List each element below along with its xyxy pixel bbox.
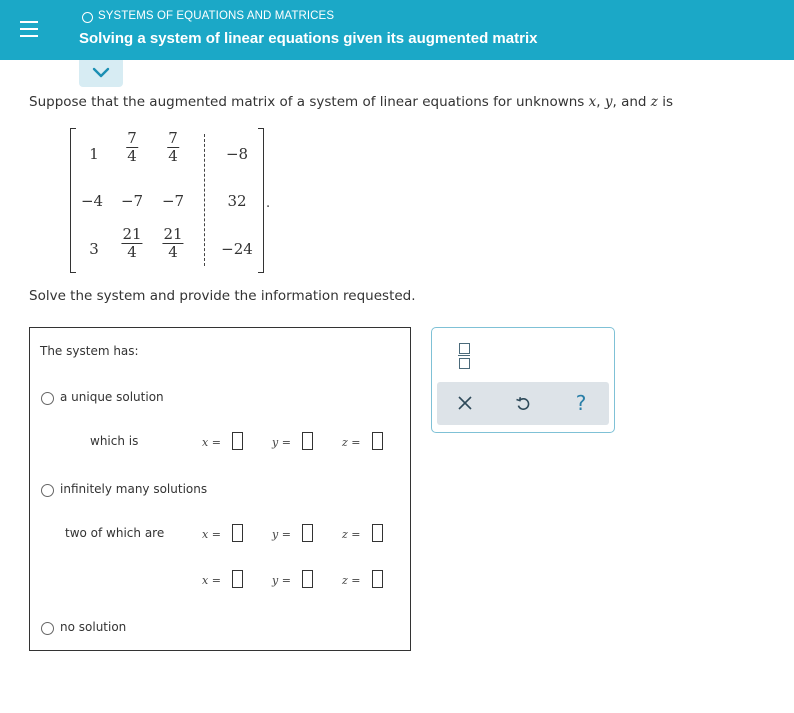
topic-status-icon — [82, 12, 93, 23]
frac-num: 21 — [163, 225, 183, 243]
inf2-y-input[interactable] — [302, 570, 313, 588]
frac-den: 4 — [168, 243, 178, 261]
matrix-left-bracket — [70, 128, 76, 273]
var-x: x — [202, 436, 209, 449]
matrix-cell: 32 — [227, 192, 247, 210]
chevron-down-icon — [92, 67, 110, 79]
equals-sign: = — [211, 436, 221, 449]
prompt-tail: is — [662, 94, 673, 110]
collapse-header-button[interactable] — [79, 60, 123, 87]
matrix-cell — [121, 226, 142, 261]
help-button[interactable] — [561, 382, 601, 425]
menu-icon-line — [20, 35, 38, 37]
eq-label-z — [342, 436, 361, 449]
equals-sign: = — [281, 436, 291, 449]
var-x: x — [202, 528, 209, 541]
augment-divider — [204, 134, 205, 266]
matrix-cell — [126, 130, 138, 165]
var-y: y — [604, 94, 613, 110]
unique-z-input[interactable] — [372, 432, 383, 450]
math-toolbox — [431, 327, 615, 433]
clear-button[interactable] — [445, 382, 485, 425]
radio-no-solution[interactable] — [41, 622, 54, 635]
radio-unique-solution[interactable] — [41, 392, 54, 405]
var-x: x — [588, 94, 597, 110]
var-y: y — [272, 574, 279, 587]
eq-label-x — [202, 528, 221, 541]
fraction-button[interactable] — [458, 343, 470, 369]
radio-infinite-solutions[interactable] — [41, 484, 54, 497]
answer-heading: The system has: — [40, 344, 139, 358]
var-x: x — [202, 574, 209, 587]
var-z: z — [342, 436, 348, 449]
matrix-cell: 1 — [89, 145, 99, 163]
menu-button[interactable] — [0, 0, 58, 60]
matrix-right-bracket — [258, 128, 264, 273]
var-y: y — [272, 528, 279, 541]
page-header — [0, 0, 794, 60]
matrix-cell: −7 — [161, 192, 185, 210]
answer-box — [29, 327, 411, 651]
option-infinite-label: infinitely many solutions — [60, 482, 208, 496]
var-z: z — [342, 528, 348, 541]
frac-num: 7 — [168, 129, 178, 147]
fraction-icon — [459, 343, 470, 354]
menu-icon-line — [20, 28, 38, 30]
equals-sign: = — [281, 528, 291, 541]
prompt-and: , and — [612, 94, 647, 110]
option-none-label: no solution — [60, 620, 127, 634]
prompt-comma: , — [596, 94, 601, 110]
help-icon: ? — [575, 391, 587, 415]
matrix-cell — [167, 130, 179, 165]
equals-sign: = — [351, 436, 361, 449]
eq-label-y — [272, 436, 291, 449]
unique-y-input[interactable] — [302, 432, 313, 450]
equals-sign: = — [281, 574, 291, 587]
inf2-x-input[interactable] — [232, 570, 243, 588]
frac-den: 4 — [127, 243, 137, 261]
equals-sign: = — [211, 528, 221, 541]
matrix-cell: −24 — [221, 240, 253, 258]
undo-button[interactable] — [503, 382, 543, 425]
eq-label-z — [342, 528, 361, 541]
matrix-period: . — [266, 196, 271, 211]
augmented-matrix — [70, 128, 264, 272]
frac-num: 21 — [122, 225, 142, 243]
prompt-text: Suppose that the augmented matrix of a system of linear equations for unknowns — [29, 94, 585, 110]
option-unique-label: a unique solution — [60, 390, 164, 404]
matrix-cell: −8 — [225, 145, 249, 163]
two-of-which-label: two of which are — [65, 526, 165, 540]
matrix-cell: −4 — [80, 192, 104, 210]
equals-sign: = — [211, 574, 221, 587]
fraction-icon-bar — [458, 355, 470, 356]
undo-icon — [515, 395, 531, 411]
inf1-x-input[interactable] — [232, 524, 243, 542]
menu-icon — [20, 21, 38, 23]
fraction-icon-den — [459, 358, 470, 369]
frac-den: 4 — [168, 147, 178, 165]
var-z: z — [650, 94, 658, 110]
equals-sign: = — [351, 574, 361, 587]
eq-label-y — [272, 528, 291, 541]
inf2-z-input[interactable] — [372, 570, 383, 588]
toolbox-actions — [437, 382, 609, 425]
matrix-cell: −7 — [120, 192, 144, 210]
inf1-z-input[interactable] — [372, 524, 383, 542]
topic-label: SYSTEMS OF EQUATIONS AND MATRICES — [98, 10, 335, 22]
problem-prompt — [29, 94, 673, 110]
equals-sign: = — [351, 528, 361, 541]
frac-den: 4 — [127, 147, 137, 165]
eq-label-x — [202, 574, 221, 587]
frac-num: 7 — [127, 129, 137, 147]
eq-label-x — [202, 436, 221, 449]
inf1-y-input[interactable] — [302, 524, 313, 542]
unique-x-input[interactable] — [232, 432, 243, 450]
var-z: z — [342, 574, 348, 587]
eq-label-y — [272, 574, 291, 587]
matrix-cell: 3 — [89, 240, 99, 258]
close-icon — [457, 395, 473, 411]
matrix-cell — [162, 226, 183, 261]
eq-label-z — [342, 574, 361, 587]
var-y: y — [272, 436, 279, 449]
instruction-text: Solve the system and provide the information requested. — [29, 288, 416, 304]
page-title: Solving a system of linear equations given its augmented matrix — [79, 30, 538, 47]
which-is-label: which is — [90, 434, 139, 448]
